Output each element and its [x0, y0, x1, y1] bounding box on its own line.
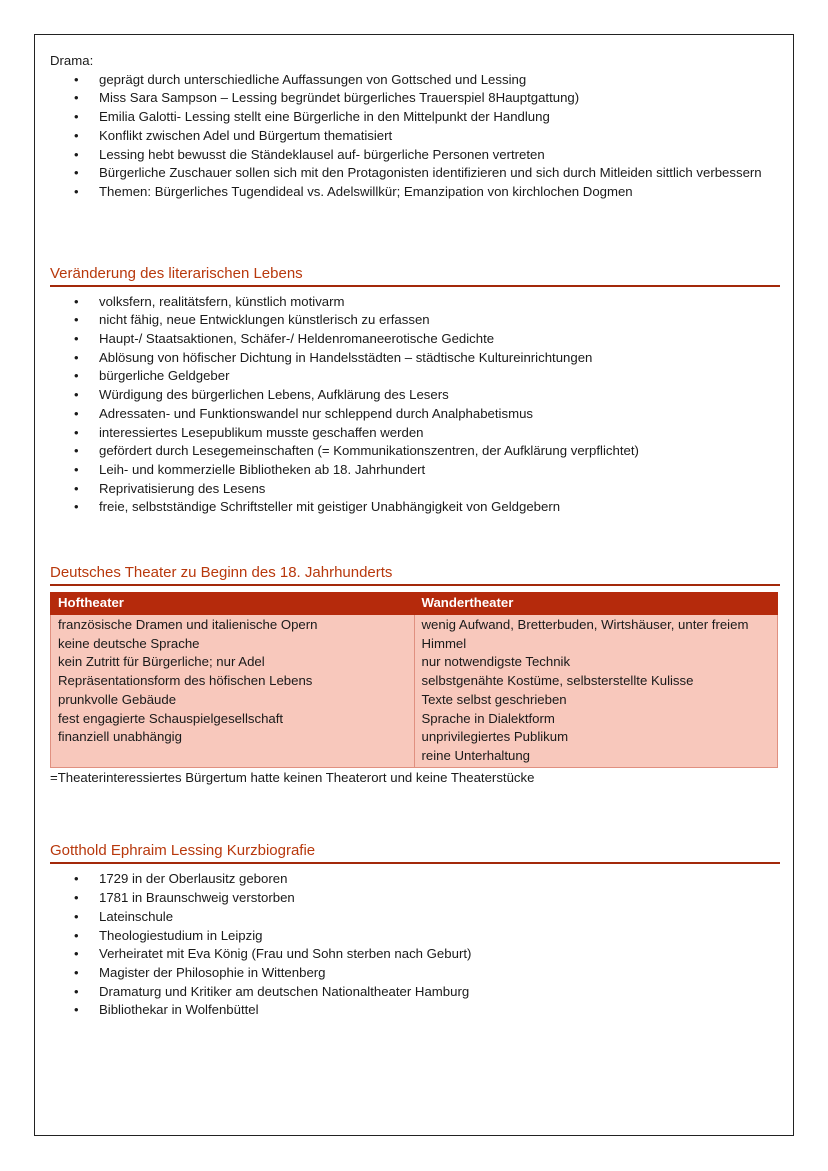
cell-line: nur notwendigste Technik [421, 654, 571, 670]
hoftheater-cell [51, 615, 415, 768]
cell-line: selbstgenähte Kostüme, selbsterstellte Kulisse [421, 673, 694, 689]
list-item: • geprägt durch unterschiedliche Auffassungen von Gottsched und Lessing [50, 71, 780, 90]
list-item: • Lateinschule [50, 908, 780, 927]
list-item: • Magister der Philosophie in Wittenberg [50, 964, 780, 983]
list-item: • Emilia Galotti- Lessing stellt eine Bürgerliche in den Mittelpunkt der Handlung [50, 108, 780, 127]
wandertheater-cell [414, 615, 778, 768]
biography-list [50, 870, 780, 1020]
cell-line: Repräsentationsform des höfischen Lebens [58, 673, 313, 689]
document-content [50, 52, 780, 1020]
list-item: • Reprivatisierung des Lesens [50, 480, 780, 499]
list-item: • nicht fähig, neue Entwicklungen künstlerisch zu erfassen [50, 311, 780, 330]
theater-note: =Theaterinteressiertes Bürgertum hatte keinen Theaterort und keine Theaterstücke [50, 769, 535, 785]
cell-line: wenig Aufwand, Bretterbuden, Wirtshäuser, unter freiem Himmel [421, 617, 749, 651]
literary-life-list [50, 293, 780, 517]
cell-line: Texte selbst geschrieben [421, 691, 567, 707]
section-heading-theater: Deutsches Theater zu Beginn des 18. Jahrhunderts [50, 563, 780, 586]
list-item: • Bürgerliche Zuschauer sollen sich mit den Protagonisten identifizieren und sich durch Mitleiden sittlich verbessern [50, 164, 780, 183]
cell-line: finanziell unabhängig [58, 729, 182, 745]
list-item: • freie, selbstständige Schriftsteller mit geistiger Unabhängigkeit von Geldgebern [50, 498, 780, 517]
cell-line: kein Zutritt für Bürgerliche; nur Adel [58, 654, 265, 670]
table-header-row [51, 593, 778, 615]
list-item: • Haupt-/ Staatsaktionen, Schäfer-/ Heldenromaneerotische Gedichte [50, 330, 780, 349]
list-item: • Lessing hebt bewusst die Ständeklausel auf- bürgerliche Personen vertreten [50, 146, 780, 165]
list-item: • Miss Sara Sampson – Lessing begründet bürgerliches Trauerspiel 8Hauptgattung) [50, 89, 780, 108]
list-item: • gefördert durch Lesegemeinschaften (= Kommunikationszentren, der Aufklärung verpflichtet) [50, 442, 780, 461]
list-item: • Theologiestudium in Leipzig [50, 927, 780, 946]
list-item: • Adressaten- und Funktionswandel nur schleppend durch Analphabetismus [50, 405, 780, 424]
theater-comparison-table [50, 592, 778, 768]
list-item: • Bibliothekar in Wolfenbüttel [50, 1001, 780, 1020]
list-item: • Verheiratet mit Eva König (Frau und Sohn sterben nach Geburt) [50, 945, 780, 964]
list-item: • Würdigung des bürgerlichen Lebens, Aufklärung des Lesers [50, 386, 780, 405]
table-row [51, 615, 778, 768]
list-item: • volksfern, realitätsfern, künstlich motivarm [50, 293, 780, 312]
cell-line: französische Dramen und italienische Opern [58, 617, 318, 633]
section-heading-literary-life: Veränderung des literarischen Lebens [50, 264, 780, 287]
list-item: • Ablösung von höfischer Dichtung in Handelsstädten – städtische Kultureinrichtungen [50, 349, 780, 368]
cell-line: reine Unterhaltung [421, 747, 531, 763]
cell-line: fest engagierte Schauspielgesellschaft [58, 710, 284, 726]
section-heading-biography: Gotthold Ephraim Lessing Kurzbiografie [50, 841, 780, 864]
cell-line: Sprache in Dialektform [421, 710, 555, 726]
drama-label: Drama: [50, 53, 94, 68]
list-item: • Dramaturg und Kritiker am deutschen Nationaltheater Hamburg [50, 983, 780, 1002]
drama-list [50, 71, 780, 202]
column-header-wandertheater: Wandertheater [414, 593, 778, 615]
list-item: • Leih- und kommerzielle Bibliotheken ab 18. Jahrhundert [50, 461, 780, 480]
list-item: • interessiertes Lesepublikum musste geschaffen werden [50, 424, 780, 443]
cell-line: unprivilegiertes Publikum [421, 729, 569, 745]
cell-line: prunkvolle Gebäude [58, 691, 177, 707]
cell-line: keine deutsche Sprache [58, 635, 200, 651]
column-header-hoftheater: Hoftheater [51, 593, 415, 615]
list-item: • 1729 in der Oberlausitz geboren [50, 870, 780, 889]
list-item: • bürgerliche Geldgeber [50, 367, 780, 386]
list-item: • Themen: Bürgerliches Tugendideal vs. Adelswillkür; Emanzipation von kirchlochen Dogmen [50, 183, 780, 202]
list-item: • Konflikt zwischen Adel und Bürgertum thematisiert [50, 127, 780, 146]
list-item: • 1781 in Braunschweig verstorben [50, 889, 780, 908]
